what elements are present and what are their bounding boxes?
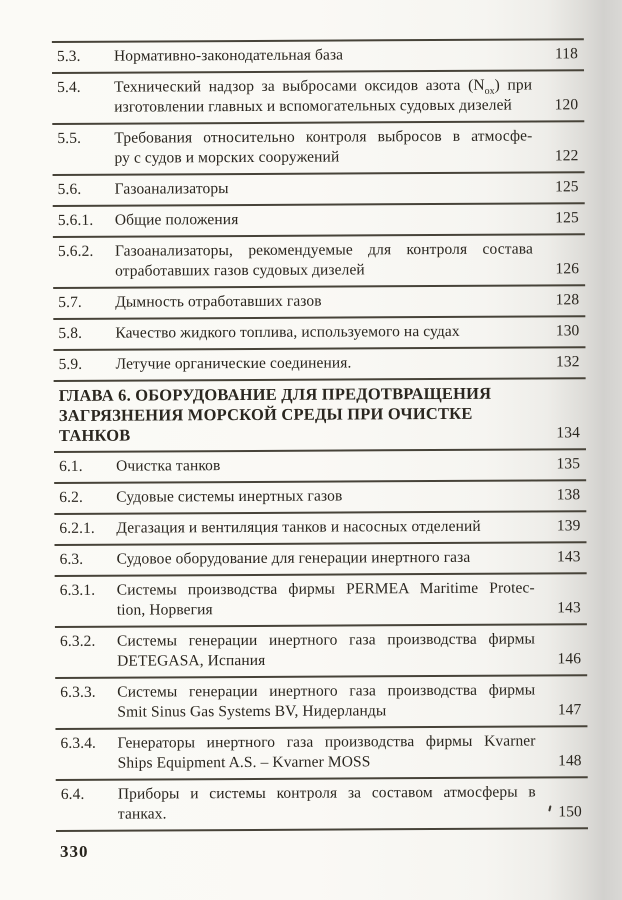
toc-title-line: Очистка танков bbox=[116, 457, 221, 475]
toc-row bbox=[54, 512, 586, 546]
toc-entry-number: 5.6.2. bbox=[57, 242, 94, 260]
toc-title-line: Судовые системы инертных газов bbox=[116, 487, 343, 506]
toc-title-line: Дымность отработавших газов bbox=[115, 292, 322, 311]
toc-entry-page: 118 bbox=[554, 45, 578, 63]
toc-row bbox=[55, 543, 587, 577]
toc-chapter-heading-row bbox=[54, 379, 586, 453]
toc-row bbox=[55, 676, 587, 730]
toc-entry-number: 5.7. bbox=[58, 293, 82, 311]
toc-entry-page: 134 bbox=[556, 424, 580, 442]
toc-row bbox=[56, 778, 588, 832]
toc-entry-number: 5.6.1. bbox=[57, 211, 94, 229]
toc-row bbox=[53, 204, 585, 238]
toc-title-line: Качество жидкого топлива, используемого на судах bbox=[115, 322, 460, 342]
toc-entry-title bbox=[115, 239, 545, 281]
toc-row bbox=[53, 317, 585, 351]
toc-row bbox=[55, 574, 587, 628]
toc-entry-number: 6.3.1. bbox=[59, 581, 96, 599]
toc-entry-page: 143 bbox=[557, 599, 581, 617]
toc-title-line: Дегазация и вентиляция танков и насосных отделений bbox=[116, 517, 481, 537]
toc-entry-title bbox=[115, 177, 545, 199]
toc-entry-page: 122 bbox=[554, 147, 579, 165]
toc-row bbox=[53, 235, 585, 289]
toc-entry-title bbox=[59, 383, 546, 446]
toc-entry-number: 6.3.3. bbox=[60, 683, 96, 701]
toc-entry-number: 5.6. bbox=[57, 180, 82, 198]
toc-entry-title bbox=[116, 516, 546, 538]
toc-entry-page: 130 bbox=[555, 322, 580, 340]
toc-title-line: изготовлении главных и вспомогательных судовых дизелей bbox=[114, 96, 512, 116]
page-number: 330 bbox=[60, 842, 89, 861]
toc-title-line: Системы производства фирмы PERMEA Maritime Protec- bbox=[116, 579, 535, 599]
toc-entry-number: 6.3.4. bbox=[60, 734, 97, 752]
toc-entry-title bbox=[115, 208, 545, 230]
toc-title-line: танках. bbox=[117, 805, 167, 823]
toc-entry-page: 125 bbox=[555, 209, 579, 227]
toc-title-line: Ships Equipment A.S. – Kvarner MOSS bbox=[117, 753, 371, 772]
toc-entry-number: 5.8. bbox=[58, 324, 83, 342]
toc-entry-number: 6.2. bbox=[59, 488, 83, 506]
toc-entry-title bbox=[114, 75, 544, 117]
toc-title-line: ГЛАВА 6. ОБОРУДОВАНИЕ ДЛЯ ПРЕДОТВРАЩЕНИЯ bbox=[58, 383, 492, 405]
toc-entry-title bbox=[116, 454, 546, 476]
toc-entry-page: 120 bbox=[554, 96, 579, 114]
subscript-text: ox bbox=[484, 85, 495, 97]
toc-entry-page: 128 bbox=[555, 291, 580, 309]
toc-entry-page: 147 bbox=[557, 701, 582, 719]
toc-entry-number: 6.3. bbox=[59, 550, 84, 568]
toc-title-line: Летучие органические соединения. bbox=[115, 354, 352, 373]
toc-title-line: Газоанализаторы bbox=[114, 180, 229, 198]
toc-entry-title bbox=[118, 782, 548, 824]
toc-title-line: Требования относительно контроля выбросов в атмосфе- bbox=[114, 127, 533, 147]
toc-title-line: ру с судов и морских сооружений bbox=[114, 148, 340, 167]
toc-entry-title bbox=[114, 44, 544, 66]
title-text: Технический надзор за выбросами оксидов азота (N bbox=[114, 76, 485, 96]
toc-table bbox=[52, 38, 588, 832]
toc-entry-page: 139 bbox=[556, 517, 581, 535]
toc-entry-number: 5.4. bbox=[57, 78, 81, 96]
toc-entry-number: 5.9. bbox=[58, 355, 83, 373]
toc-row bbox=[54, 450, 586, 484]
toc-entry-title bbox=[115, 321, 545, 343]
toc-title-line: tion, Норвегия bbox=[116, 601, 213, 619]
toc-entry-title bbox=[117, 731, 547, 773]
toc-entry-number: 6.2.1. bbox=[59, 519, 95, 537]
toc-title-line: Системы генерации инертного газа производства фирмы bbox=[116, 630, 536, 650]
toc-row bbox=[52, 122, 584, 176]
toc-entry-number: 5.5. bbox=[57, 129, 82, 147]
toc-title-line: Smit Sinus Gas Systems BV, Нидерланды bbox=[117, 702, 387, 721]
toc-title-line: DETEGASA, Испания bbox=[117, 651, 266, 670]
toc-row bbox=[52, 71, 584, 125]
toc-row bbox=[53, 348, 585, 382]
toc-entry-number: 6.4. bbox=[60, 785, 85, 803]
toc-entry-title bbox=[115, 290, 545, 312]
toc-title-line bbox=[114, 75, 532, 97]
toc-entry-number: 5.3. bbox=[56, 47, 81, 65]
toc-entry-title bbox=[117, 629, 547, 671]
toc-entry-title bbox=[114, 126, 544, 168]
toc-title-line: ТАНКОВ bbox=[58, 425, 131, 445]
toc-entry-page: 125 bbox=[555, 178, 579, 196]
toc-title-line: Приборы и системы контроля за составом атмосферы в bbox=[117, 783, 536, 803]
toc-row bbox=[55, 727, 587, 781]
toc-entry-page: 126 bbox=[555, 260, 580, 278]
toc-title-line: Нормативно-законодательная база bbox=[113, 46, 344, 65]
toc-title-line: отработавших газов судовых дизелей bbox=[115, 261, 365, 280]
toc-title-line: Газоанализаторы, рекомендуемые для контроля состава bbox=[114, 240, 533, 260]
toc-entry-title bbox=[116, 485, 546, 507]
toc-entry-number: 6.3.2. bbox=[59, 632, 96, 650]
title-text: ) при bbox=[494, 76, 533, 94]
toc-row bbox=[52, 40, 584, 74]
toc-row bbox=[53, 286, 585, 320]
toc-entry-page: 150 bbox=[548, 802, 582, 822]
toc-entry-page: 146 bbox=[557, 650, 582, 668]
toc-entry-title bbox=[117, 578, 547, 620]
toc-entry-title bbox=[117, 680, 547, 722]
toc-entry-title bbox=[117, 547, 547, 569]
toc-title-line: Генераторы инертного газа производства фирмы Kvarner bbox=[117, 732, 536, 752]
toc-title-line: Общие положения bbox=[114, 211, 239, 229]
toc-entry-page: 138 bbox=[556, 486, 581, 504]
toc-row bbox=[53, 173, 585, 207]
toc-title-line: Системы генерации инертного газа производства фирмы bbox=[117, 681, 536, 701]
toc-title-line: Судовое оборудование для генерации инертного газа bbox=[116, 548, 471, 568]
toc-entry-number: 6.1. bbox=[59, 457, 83, 475]
toc-row bbox=[54, 481, 586, 515]
toc-entry-page: 143 bbox=[556, 548, 581, 566]
toc-title-line: ЗАГРЯЗНЕНИЯ МОРСКОЙ СРЕДЫ ПРИ ОЧИСТКЕ bbox=[58, 403, 473, 425]
toc-row bbox=[55, 625, 587, 679]
toc-entry-page: 148 bbox=[558, 752, 582, 770]
toc-entry-page: 135 bbox=[556, 455, 581, 473]
toc-entry-title bbox=[116, 352, 546, 374]
toc-entry-page: 132 bbox=[555, 353, 580, 371]
